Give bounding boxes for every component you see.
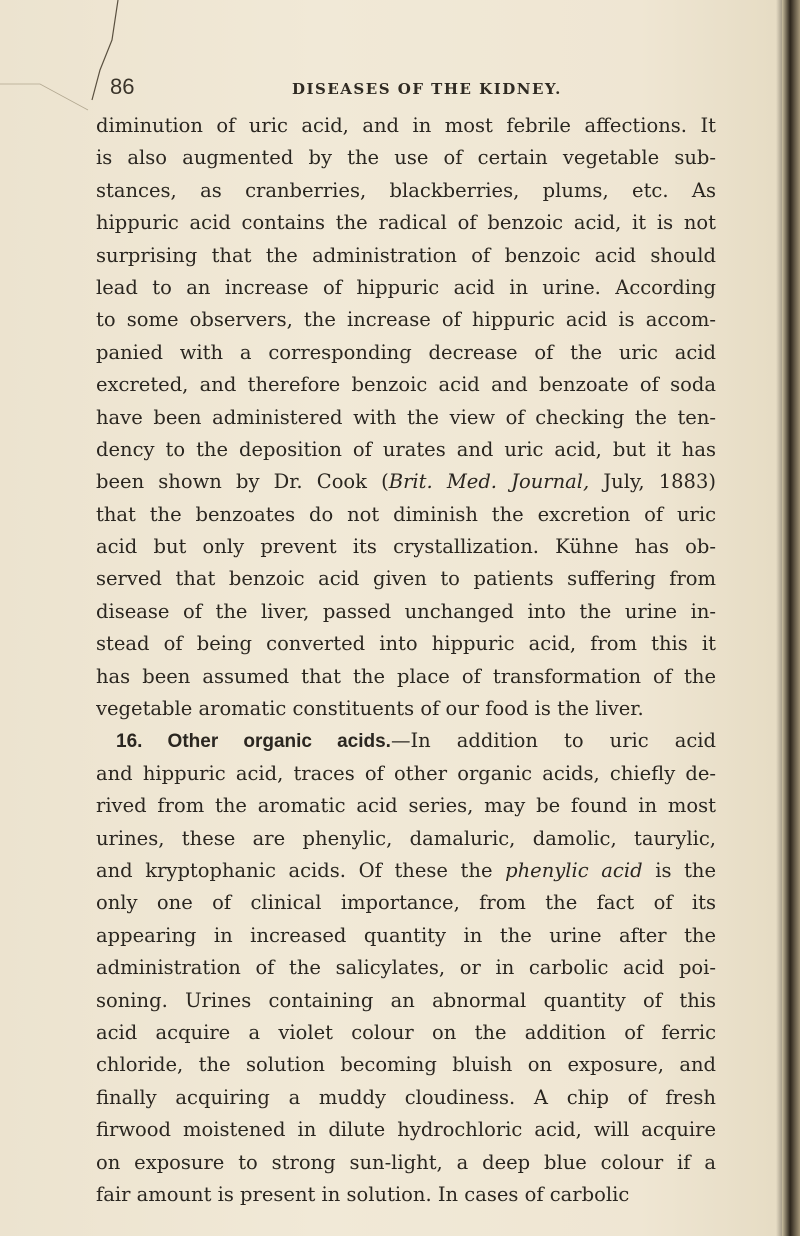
body-text (96, 110, 716, 1211)
text-line: panied with a corresponding decrease of the uric acid (96, 340, 716, 364)
text-line: soning. Urines containing an abnormal quantity of this (96, 988, 716, 1012)
italic-text: Brit. Med. Journal, (388, 470, 590, 494)
text-line: fair amount is present in solution. In cases of carbolic (96, 1182, 630, 1206)
text-line: 16. Other organic acids.—In addition to uric acid (116, 729, 716, 753)
text-line: hippuric acid contains the radical of benzoic acid, it is not (96, 211, 716, 235)
text-line: administration of the salicylates, or in carbolic acid poi- (96, 956, 716, 980)
book-edge (782, 0, 800, 1236)
text-line: been shown by Dr. Cook (Brit. Med. Journal, July, 1883) (96, 470, 716, 494)
text-line: firwood moistened in dilute hydrochloric acid, will acquire (96, 1118, 716, 1142)
text-line: stances, as cranberries, blackberries, plums, etc. As (96, 178, 716, 202)
text-line: acid but only prevent its crystallization. Kühne has ob- (96, 535, 716, 559)
text-line: served that benzoic acid given to patients suffering from (96, 567, 716, 591)
text-line: urines, these are phenylic, damaluric, damolic, taurylic, (96, 826, 716, 850)
text-line: disease of the liver, passed unchanged into the urine in- (96, 599, 716, 623)
text-line: have been administered with the view of checking the ten- (96, 405, 716, 429)
section-heading: 16. Other organic acids. (116, 731, 391, 753)
text-line: dency to the deposition of urates and uric acid, but it has (96, 437, 716, 461)
italic-text: phenylic acid (505, 858, 643, 882)
text-line: has been assumed that the place of transformation of the (96, 664, 716, 688)
text-line: chloride, the solution becoming bluish on exposure, and (96, 1053, 716, 1077)
text-line: surprising that the administration of benzoic acid should (96, 243, 716, 267)
text-line: stead of being converted into hippuric acid, from this it (96, 632, 716, 656)
text-line: only one of clinical importance, from the fact of its (96, 891, 716, 915)
text-line: diminution of uric acid, and in most febrile affections. It (96, 114, 716, 137)
text-line: finally acquiring a muddy cloudiness. A chip of fresh (96, 1085, 716, 1109)
text-line: and hippuric acid, traces of other organic acids, chiefly de- (96, 761, 716, 785)
text-line: and kryptophanic acids. Of these the phenylic acid is the (96, 858, 716, 882)
text-line: lead to an increase of hippuric acid in urine. According (96, 275, 716, 299)
text-line: acid acquire a violet colour on the addition of ferric (96, 1020, 716, 1044)
text-line: excreted, and therefore benzoic acid and benzoate of soda (96, 373, 716, 397)
text-line: on exposure to strong sun-light, a deep blue colour if a (96, 1150, 716, 1174)
text-line: that the benzoates do not diminish the excretion of uric (96, 502, 716, 526)
text-line: appearing in increased quantity in the urine after the (96, 923, 716, 947)
page-number: 86 (110, 74, 135, 99)
text-line: rived from the aromatic acid series, may be found in most (96, 794, 716, 818)
text-line: is also augmented by the use of certain vegetable sub- (96, 146, 716, 170)
text-line: vegetable aromatic constituents of our food is the liver. (96, 697, 644, 721)
text-line: to some observers, the increase of hippuric acid is accom- (96, 308, 716, 332)
running-head: DISEASES OF THE KIDNEY. (292, 80, 562, 98)
page-header (96, 74, 736, 104)
